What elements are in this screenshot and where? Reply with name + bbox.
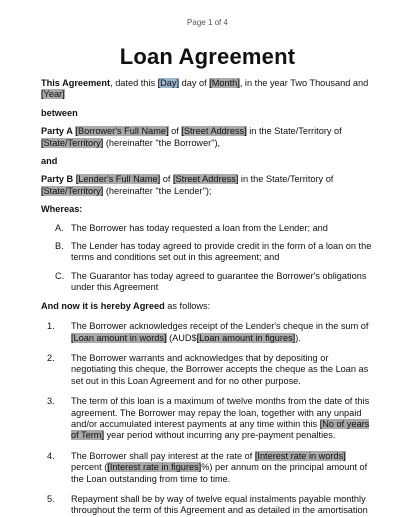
recital-marker: B. [55, 241, 64, 252]
clause-item [41, 396, 373, 442]
clause-item [41, 321, 373, 344]
clause-marker: 5. [47, 493, 55, 504]
clause-text: year period without incurring any pre-payment penalties. [104, 430, 336, 441]
party-b-of: of [160, 174, 173, 185]
lender-address-field[interactable]: [Street Address] [173, 174, 239, 185]
clause-marker: 2. [47, 352, 55, 363]
intro-text-2: day of [179, 78, 210, 88]
clause-text: The Borrower warrants and acknowledges that by depositing or negotiating this cheque, the Borrower accepts the cheque as the Loan as set out in this Loan Agreement and for no other purpose. [71, 352, 369, 386]
borrower-address-field[interactable]: [Street Address] [181, 126, 247, 137]
agreed-lead: And now it is hereby Agreed [41, 300, 165, 311]
clause-marker: 4. [47, 450, 55, 461]
between-heading: between [41, 107, 78, 118]
clause-text: percent ( [71, 462, 108, 473]
party-a-of: of [168, 126, 182, 137]
recital-item [41, 223, 373, 234]
party-b-text-2: (hereinafter "the Lender"); [103, 185, 212, 196]
term-years-field[interactable]: [No of years of Term] [71, 418, 370, 441]
year-field[interactable]: [Year] [41, 89, 65, 100]
recital-marker: A. [55, 222, 64, 233]
clause-text: The Borrower shall pay interest at the rate of [71, 450, 255, 461]
and-heading: and [41, 156, 58, 167]
party-b-text-1: in the State/Territory of [238, 174, 334, 185]
whereas-heading: Whereas: [41, 204, 83, 215]
document-title: Loan Agreement [119, 44, 296, 69]
loan-amount-figures-field[interactable]: [Loan amount in figures] [196, 332, 296, 343]
intro-text-1: , dated this [110, 78, 158, 88]
clause-marker: 3. [47, 396, 55, 407]
document-body [41, 78, 373, 517]
clause-text: The term of this loan is a maximum of twelve months from the date of this agreement. The Borrower may repay the loan, together with any unpaid and/or accumulated interest payments at any time within this [71, 396, 370, 429]
party-a-paragraph [41, 126, 373, 149]
intro-text-3: , in the year Two Thousand and [239, 78, 369, 88]
clause-text: Repayment shall be by way of twelve equal instalments payable monthly throughout the term of this Agreement and as detailed in the amortisation [71, 493, 368, 516]
clause-item [41, 494, 373, 517]
party-a-label: Party A [41, 126, 73, 137]
clause-text: ). [295, 332, 301, 343]
borrower-name-field[interactable]: [Borrower's Full Name] [75, 126, 169, 137]
recital-marker: C. [55, 270, 65, 281]
clause-text: (AUD$ [166, 332, 197, 343]
recital-item [41, 271, 373, 294]
clause-item [41, 451, 373, 485]
clause-marker: 1. [47, 321, 55, 332]
recital-text: The Borrower has today requested a loan from the Lender; and [71, 222, 328, 233]
recital-item [41, 241, 373, 264]
borrower-state-field[interactable]: [State/Territory] [41, 137, 104, 148]
recital-text: The Guarantor has today agreed to guarantee the Borrower's obligations under this Agreement [71, 270, 367, 293]
intro-lead: This Agreement [41, 78, 111, 88]
clause-text: The Borrower acknowledges receipt of the Lender's cheque in the sum of [71, 321, 369, 332]
page-indicator: Page 1 of 4 [187, 18, 228, 27]
clause-item [41, 353, 373, 387]
intro-paragraph [41, 78, 373, 101]
agreed-paragraph [41, 301, 373, 312]
interest-rate-figures-field[interactable]: [Interest rate in figures] [107, 462, 202, 473]
agreed-rest: as follows: [164, 300, 211, 311]
party-a-text-2: (hereinafter "the Borrower"), [103, 137, 221, 148]
loan-amount-words-field[interactable]: [Loan amount in words] [71, 332, 167, 343]
lender-state-field[interactable]: [State/Territory] [41, 185, 104, 196]
party-a-text-1: in the State/Territory of [246, 126, 342, 137]
clause-text: %) per annum on the principal amount of the Loan outstanding from time to time. [71, 462, 368, 484]
month-field[interactable]: [Month] [209, 78, 240, 88]
interest-rate-words-field[interactable]: [Interest rate in words] [254, 450, 346, 461]
party-b-label: Party B [41, 174, 74, 185]
day-field[interactable]: [Day] [157, 78, 180, 88]
recital-text: The Lender has today agreed to provide credit in the form of a loan on the terms and conditions set out in this agreement; and [71, 241, 372, 263]
party-b-paragraph [41, 174, 373, 197]
lender-name-field[interactable]: [Lender's Full Name] [75, 174, 161, 185]
